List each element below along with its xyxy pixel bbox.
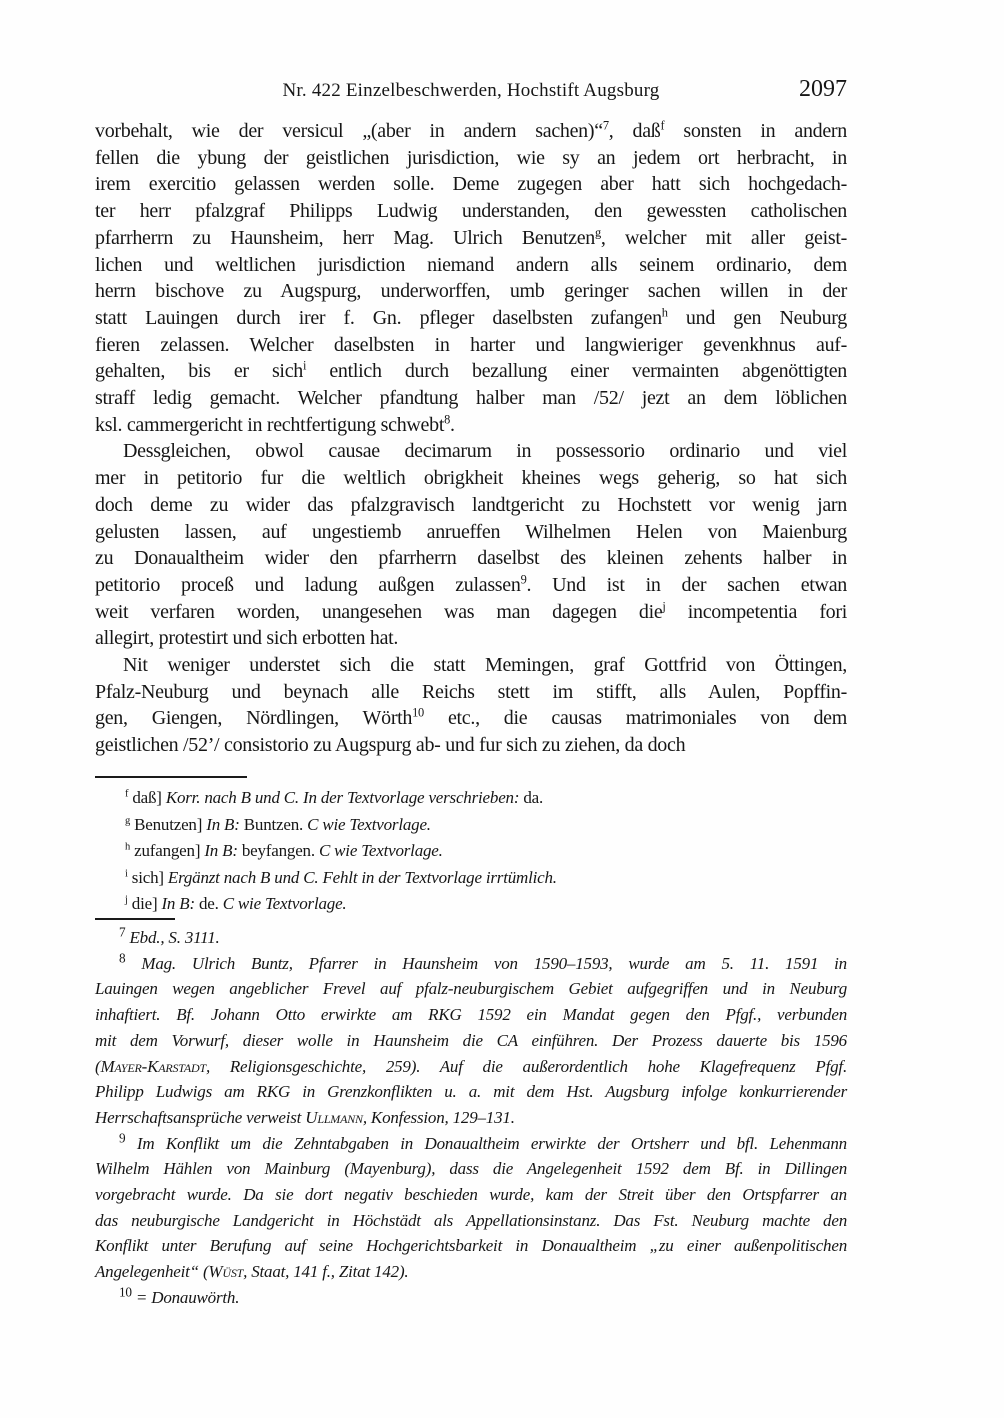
text-segment: inhaftiert. Bf. Johann Otto erwirkte am RKG 1592 ein Mandat gegen den Pfgf., verbunden	[95, 1005, 847, 1025]
text-line	[95, 599, 847, 626]
text-line	[95, 1156, 847, 1182]
text-line	[95, 1285, 847, 1311]
text-segment: . Und ist in der sachen etwan	[526, 573, 847, 596]
footnote-marker: 9	[520, 572, 527, 587]
text-line	[95, 438, 847, 465]
text-segment: Buntzen.	[239, 814, 308, 834]
text-segment: fellen die ybung der geistlichen jurisdiction, wie sy an jedem ort herbracht, in	[95, 146, 847, 169]
text-segment: die]	[127, 894, 162, 913]
text-line	[95, 1182, 847, 1208]
text-segment: Konflikt unter Berufung auf seine Hochgerichtsbarkeit in Donaualtheim „zu einer außenpolitischen	[95, 1236, 847, 1256]
text-segment: Pfalz-Neuburg und beynach alle Reichs stett im stifft, alls Aulen, Popffin-	[95, 680, 847, 703]
footnote-7	[95, 925, 847, 951]
text-line	[95, 1208, 847, 1234]
text-segment: Ullmann	[305, 1107, 363, 1127]
text-line	[95, 332, 847, 359]
text-line	[95, 198, 847, 225]
text-line	[95, 358, 847, 385]
text-segment: Korr. nach B und C. In der Textvorlage verschrieben:	[165, 788, 520, 807]
footnote-i	[95, 865, 847, 892]
footnote-marker: i	[125, 867, 128, 879]
footnote-marker: 7	[119, 924, 126, 940]
text-segment: fieren zelassen. Welcher daselbsten in harter und langwieriger gevenkhnus auf-	[95, 333, 847, 356]
text-line	[95, 925, 847, 951]
text-line	[95, 1105, 847, 1131]
text-line	[95, 652, 847, 679]
text-segment: gen, Giengen, Nördlingen, Wörth	[95, 707, 413, 730]
text-segment: mer in petitorio fur die weltlich obrigkheit kheines wegs geherig, so hat sich	[95, 467, 847, 490]
text-line	[95, 385, 847, 412]
footnote-marker: 7	[602, 118, 609, 133]
text-segment: geistlichen /52’/ consistorio zu Augspurg ab- und fur sich zu ziehen, da doch	[95, 734, 686, 757]
text-segment: Angelegenheit“ (	[95, 1262, 209, 1282]
text-line	[95, 812, 847, 839]
text-segment: Lauingen wegen angeblicher Frevel auf pfalz-neuburgischem Gebiet aufgegriffen und in Neuburg	[95, 979, 847, 999]
text-segment: .	[450, 413, 455, 436]
text-line	[95, 785, 847, 812]
text-segment: Im Konflikt um die Zehntabgaben in Donaualtheim erwirkte der Ortsherr und bfl. Lehenmann	[136, 1133, 847, 1153]
footnote-marker: 10	[119, 1284, 132, 1300]
running-header	[95, 76, 847, 108]
text-line	[95, 865, 847, 892]
footnote-marker: h	[125, 841, 131, 853]
page-number: 2097	[799, 76, 847, 102]
footnote-marker: h	[661, 305, 668, 320]
text-segment: irem exercitio gelassen werden solle. Deme zugegen aber hatt sich hochgedach-	[95, 173, 847, 196]
footnote-marker: i	[302, 358, 307, 373]
text-segment: Ebd., S. 3111.	[129, 928, 220, 947]
footnote-h	[95, 838, 847, 865]
text-line	[95, 1054, 847, 1080]
text-segment: vorgebracht wurde. Da sie dort negativ beschieden wurde, kam der Streit über den Ortspfarrer an	[95, 1185, 847, 1205]
text-segment: Ergänzt nach B und C. Fehlt in der Textvorlage irrtümlich.	[167, 867, 557, 887]
text-line	[95, 465, 847, 492]
footnote-marker: j	[125, 894, 128, 906]
text-segment: das neuburgische Landgericht in Höchstädt als Appellationsinstanz. Das Fst. Neuburg machte den	[95, 1210, 847, 1230]
text-segment: Wüst	[208, 1262, 244, 1282]
footnote-marker: f	[660, 118, 665, 133]
text-segment: petitorio proceß und ladung außgen zulassen	[95, 573, 521, 596]
text-line	[95, 625, 847, 652]
text-line	[95, 1079, 847, 1105]
text-segment: gehalten, bis er sich	[95, 360, 303, 383]
text-segment: C wie Textvorlage.	[222, 894, 347, 913]
text-segment	[125, 954, 141, 973]
text-segment: zu Donaualtheim wider den pfarrherrn daselbst des kleinen zehents halber in	[95, 547, 847, 570]
text-line	[95, 838, 847, 865]
text-segment: , Konfession, 129–131.	[362, 1107, 515, 1127]
text-segment: ter herr pfalzgraf Philipps Ludwig understanden, den gewessten catholischen	[95, 200, 847, 223]
text-segment: C wie Textvorlage.	[307, 814, 431, 834]
text-line	[95, 572, 847, 599]
text-line	[95, 519, 847, 546]
footnote-marker: 8	[119, 950, 126, 966]
text-segment: Wilhelm Hählen von Mainburg (Mayenburg), dass die Angelegenheit 1592 dem Bf. in Dillingen	[95, 1159, 847, 1179]
text-segment: sonsten in andern	[664, 120, 847, 142]
text-line	[95, 951, 847, 977]
running-head-title: Nr. 422 Einzelbeschwerden, Hochstift Augsburg	[282, 80, 660, 101]
text-segment: , daß	[608, 120, 661, 142]
text-segment: straff ledig gemacht. Welcher pfandtung halber man /52/ jezt an dem löblichen	[95, 387, 847, 410]
text-segment: , Staat, 141 f., Zitat 142).	[243, 1262, 409, 1282]
footnote-marker: 9	[119, 1129, 126, 1145]
text-line	[95, 705, 847, 732]
footnote-marker: g	[125, 814, 131, 826]
text-line	[95, 1028, 847, 1054]
footnote-g	[95, 812, 847, 839]
footnote-8	[95, 951, 847, 1131]
text-segment: de.	[194, 894, 223, 913]
text-segment: Benutzen]	[130, 814, 207, 834]
text-line	[95, 118, 847, 145]
text-segment: vorbehalt, wie der versicul „(aber in andern sachen)“	[95, 120, 603, 142]
text-segment: etc., die causas matrimoniales von dem	[423, 707, 847, 730]
text-line	[95, 976, 847, 1002]
footnote-marker: f	[125, 788, 129, 800]
text-line	[95, 679, 847, 706]
text-segment: gelusten lassen, auf ungestiemb anrueffen Wilhelmen Helen von Maienburg	[95, 520, 847, 543]
paragraph-2	[95, 438, 847, 652]
text-line	[95, 145, 847, 172]
footnote-marker: 10	[412, 705, 424, 720]
footnote-marker: g	[594, 225, 601, 240]
text-segment: sich]	[127, 867, 168, 887]
text-segment: weit verfaren worden, unangesehen was man dagegen die	[95, 600, 663, 623]
text-line	[95, 225, 847, 252]
text-line	[95, 305, 847, 332]
text-line	[95, 171, 847, 198]
text-segment: (	[95, 1056, 101, 1076]
text-segment: , Religionsgeschichte, 259). Auf die außerordentlich hohe Klagefrequenz Pfgf.	[205, 1056, 847, 1076]
text-line	[95, 1259, 847, 1285]
text-segment: In B:	[161, 894, 195, 913]
text-line	[95, 545, 847, 572]
text-segment: doch deme zu wider das pfalzgravisch landtgericht zu Hochstett vor wenig jarn	[95, 493, 847, 516]
text-segment: In B:	[204, 841, 238, 860]
text-segment: Mag. Ulrich Buntz, Pfarrer in Haunsheim von 1590–1593, wurde am 5. 11. 1591 in	[141, 953, 847, 973]
numbered-footnote-separator	[95, 918, 175, 920]
footnote-marker: j	[662, 599, 666, 613]
text-segment: statt Lauingen durch irer f. Gn. pfleger daselbsten zufangen	[95, 306, 662, 329]
text-line	[95, 891, 847, 918]
text-line	[95, 1131, 847, 1157]
letter-footnotes	[95, 785, 847, 918]
text-segment: zufangen]	[130, 841, 205, 860]
footnote-j	[95, 891, 847, 918]
text-segment: Mayer-Karstadt	[100, 1056, 206, 1076]
text-segment: In B:	[206, 814, 240, 834]
text-segment: daß]	[128, 788, 166, 807]
text-line	[95, 732, 847, 759]
text-line	[95, 278, 847, 305]
text-segment: entlich durch bezallung einer vermainten abgenöttigten	[306, 360, 848, 383]
text-line	[95, 412, 847, 439]
text-segment: pfarrherrn zu Haunsheim, herr Mag. Ulrich Benutzen	[95, 226, 595, 249]
numbered-footnotes	[95, 925, 847, 1311]
footnote-f	[95, 785, 847, 812]
paragraph-1	[95, 118, 847, 438]
text-segment: = Donauwörth.	[135, 1287, 240, 1307]
text-segment: Dessgleichen, obwol causae decimarum in possessorio ordinario und viel	[123, 440, 847, 463]
text-segment: Nit weniger understet sich die statt Memingen, graf Gottfrid von Öttingen,	[123, 654, 847, 677]
text-segment: Herrschaftsansprüche verweist	[95, 1107, 306, 1127]
text-line	[95, 1233, 847, 1259]
paragraph-3	[95, 652, 847, 759]
text-segment: und gen Neuburg	[667, 306, 847, 329]
main-text	[95, 118, 847, 759]
footnote-marker: 8	[444, 412, 450, 427]
text-segment: C wie Textvorlage.	[318, 841, 443, 860]
text-segment: allegirt, protestirt und sich erbotten hat.	[95, 627, 399, 650]
footnote-9	[95, 1131, 847, 1285]
text-segment: Philipp Ludwigs am RKG in Grenzkonflikten u. a. mit dem Hst. Augsburg infolge konkurrierender	[95, 1082, 847, 1102]
text-segment: , welcher mit aller geist-	[600, 226, 847, 249]
text-segment: beyfangen.	[237, 841, 319, 860]
text-segment: ksl. cammergericht in rechtfertigung schwebt	[95, 413, 445, 436]
text-segment	[125, 1134, 136, 1153]
text-line	[95, 1002, 847, 1028]
text-line	[95, 492, 847, 519]
footnote-10	[95, 1285, 847, 1311]
text-segment: incompetentia fori	[665, 600, 847, 623]
text-segment: herrn bischove zu Augspurg, underworffen, umb geringer sachen willen in der	[95, 280, 847, 303]
text-line	[95, 252, 847, 279]
text-segment: mit dem Vorwurf, dieser wolle in Haunsheim die CA einführen. Der Prozess dauerte bis 1596	[95, 1030, 847, 1050]
text-segment: lichen und weltlichen jurisdiction niemand andern alls seinem ordinario, dem	[95, 253, 847, 276]
text-segment: da.	[519, 788, 544, 807]
letter-footnote-separator	[95, 776, 247, 778]
